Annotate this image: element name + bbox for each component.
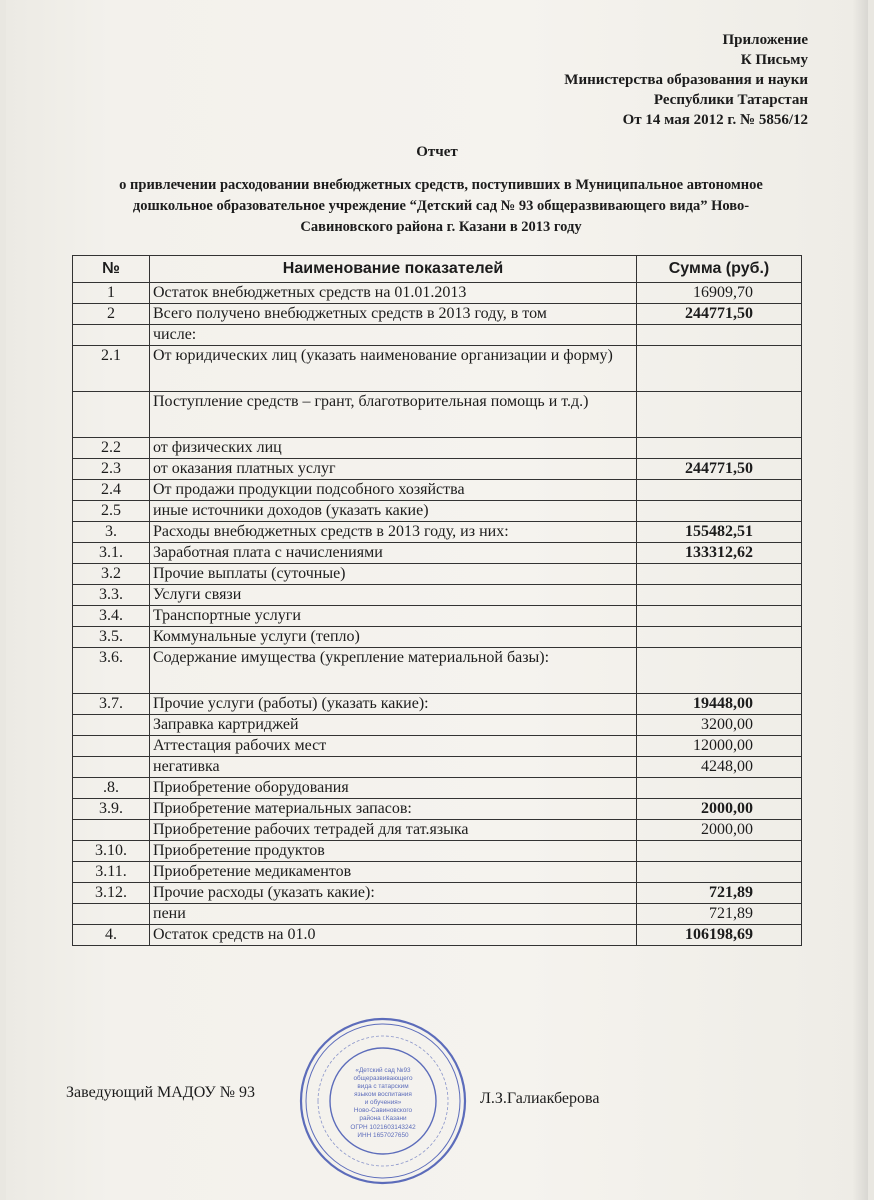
row-sum bbox=[637, 438, 802, 459]
footer-signatory: Л.З.Галиакберова bbox=[480, 1090, 600, 1107]
row-name: Аттестация рабочих мест bbox=[150, 736, 637, 757]
row-number: 2.4 bbox=[73, 480, 150, 501]
row-sum bbox=[637, 325, 802, 346]
row-number: 3. bbox=[73, 522, 150, 543]
table-row bbox=[73, 715, 802, 736]
document-subtitle: о привлечении расходовании внебюджетных средств, поступивших в Муниципальное автономное дошкольное образовательное учреждение “Детский сад № 93 общеразвивающего вида” Ново-Савиновского района г. Казани в 2013 году bbox=[119, 177, 763, 235]
row-name: От юридических лиц (указать наименование организации и форму) bbox=[150, 346, 637, 392]
table-row bbox=[73, 820, 802, 841]
column-header-sum: Сумма (руб.) bbox=[637, 256, 802, 283]
row-number: 3.9. bbox=[73, 799, 150, 820]
row-name: Остаток средств на 01.0 bbox=[150, 925, 637, 946]
table-row bbox=[73, 392, 802, 438]
row-number: 3.4. bbox=[73, 606, 150, 627]
header-line-4: Республики Татарстан bbox=[653, 92, 808, 108]
row-number: 2.1 bbox=[73, 346, 150, 392]
row-sum: 16909,70 bbox=[637, 283, 802, 304]
header-line-2: К Письму bbox=[740, 52, 808, 68]
row-number bbox=[73, 757, 150, 778]
table-row bbox=[73, 606, 802, 627]
row-sum: 106198,69 bbox=[637, 925, 802, 946]
table-row bbox=[73, 325, 802, 346]
table-row bbox=[73, 904, 802, 925]
row-name: Заправка картриджей bbox=[150, 715, 637, 736]
table-row bbox=[73, 799, 802, 820]
table-row bbox=[73, 883, 802, 904]
row-number: 2.3 bbox=[73, 459, 150, 480]
svg-text:и обучения»: и обучения» bbox=[364, 1099, 402, 1106]
row-sum: 155482,51 bbox=[637, 522, 802, 543]
svg-text:Ново-Савиновского: Ново-Савиновского bbox=[353, 1107, 413, 1114]
row-name: Приобретение оборудования bbox=[150, 778, 637, 799]
row-number: 3.5. bbox=[73, 627, 150, 648]
table-row bbox=[73, 648, 802, 694]
row-name: Расходы внебюджетных средств в 2013 году, из них: bbox=[150, 522, 637, 543]
row-sum bbox=[637, 606, 802, 627]
row-sum: 2000,00 bbox=[637, 820, 802, 841]
table-row bbox=[73, 522, 802, 543]
row-sum: 3200,00 bbox=[637, 715, 802, 736]
row-sum bbox=[637, 841, 802, 862]
row-number: 4. bbox=[73, 925, 150, 946]
svg-text:общеразвивающего: общеразвивающего bbox=[353, 1075, 413, 1082]
row-number: 3.10. bbox=[73, 841, 150, 862]
table-row bbox=[73, 501, 802, 522]
table-row bbox=[73, 304, 802, 325]
row-name: Остаток внебюджетных средств на 01.01.2013 bbox=[150, 283, 637, 304]
row-name: числе: bbox=[150, 325, 637, 346]
report-table bbox=[72, 255, 802, 946]
row-number: 3.7. bbox=[73, 694, 150, 715]
row-number: 3.12. bbox=[73, 883, 150, 904]
row-sum bbox=[637, 778, 802, 799]
table-row bbox=[73, 778, 802, 799]
table-row bbox=[73, 757, 802, 778]
row-name: иные источники доходов (указать какие) bbox=[150, 501, 637, 522]
row-sum bbox=[637, 564, 802, 585]
row-name: Приобретение медикаментов bbox=[150, 862, 637, 883]
row-name: Прочие выплаты (суточные) bbox=[150, 564, 637, 585]
row-sum: 244771,50 bbox=[637, 459, 802, 480]
row-sum bbox=[637, 862, 802, 883]
table-row bbox=[73, 438, 802, 459]
table-row bbox=[73, 862, 802, 883]
table-row bbox=[73, 459, 802, 480]
header-line-3: Министерства образования и науки bbox=[564, 72, 808, 88]
table-header-row bbox=[73, 256, 802, 283]
table-row bbox=[73, 627, 802, 648]
document-title: Отчет bbox=[416, 144, 458, 160]
row-name: от оказания платных услуг bbox=[150, 459, 637, 480]
table-row bbox=[73, 543, 802, 564]
row-sum: 721,89 bbox=[637, 904, 802, 925]
table-row bbox=[73, 585, 802, 606]
row-number: 2.2 bbox=[73, 438, 150, 459]
row-sum: 12000,00 bbox=[637, 736, 802, 757]
row-sum: 721,89 bbox=[637, 883, 802, 904]
table-row bbox=[73, 841, 802, 862]
table-row bbox=[73, 694, 802, 715]
row-sum bbox=[637, 392, 802, 438]
row-sum bbox=[637, 501, 802, 522]
row-name: от физических лиц bbox=[150, 438, 637, 459]
footer-position: Заведующий МАДОУ № 93 bbox=[66, 1084, 255, 1101]
row-name: От продажи продукции подсобного хозяйства bbox=[150, 480, 637, 501]
row-number bbox=[73, 904, 150, 925]
row-sum bbox=[637, 480, 802, 501]
row-name: Содержание имущества (укрепление материальной базы): bbox=[150, 648, 637, 694]
table-row bbox=[73, 346, 802, 392]
row-number bbox=[73, 736, 150, 757]
row-number bbox=[73, 392, 150, 438]
row-sum bbox=[637, 346, 802, 392]
row-sum bbox=[637, 627, 802, 648]
svg-text:района г.Казани: района г.Казани bbox=[359, 1115, 407, 1122]
table-body bbox=[73, 283, 802, 946]
row-name: Прочие расходы (указать какие): bbox=[150, 883, 637, 904]
row-name: Приобретение продуктов bbox=[150, 841, 637, 862]
table-row bbox=[73, 736, 802, 757]
svg-text:языком воспитания: языком воспитания bbox=[354, 1091, 412, 1098]
column-header-name: Наименование показателей bbox=[150, 256, 637, 283]
row-name: Поступление средств – грант, благотворительная помощь и т.д.) bbox=[150, 392, 637, 438]
row-name: Приобретение рабочих тетрадей для тат.языка bbox=[150, 820, 637, 841]
table-row bbox=[73, 283, 802, 304]
stamp-ogrn: ОГРН 1021603143242 bbox=[350, 1124, 416, 1131]
page-edge-shadow bbox=[852, 0, 868, 1200]
header-line-5: От 14 мая 2012 г. № 5856/12 bbox=[622, 112, 808, 128]
header-line-1: Приложение bbox=[722, 32, 808, 48]
table-row bbox=[73, 925, 802, 946]
row-number bbox=[73, 820, 150, 841]
row-name: Прочие услуги (работы) (указать какие): bbox=[150, 694, 637, 715]
row-sum: 19448,00 bbox=[637, 694, 802, 715]
row-number: 3.1. bbox=[73, 543, 150, 564]
row-number: 3.3. bbox=[73, 585, 150, 606]
row-sum: 244771,50 bbox=[637, 304, 802, 325]
stamp-inn: ИНН 1657027650 bbox=[357, 1132, 409, 1139]
row-number bbox=[73, 325, 150, 346]
row-sum bbox=[637, 585, 802, 606]
column-header-number: № bbox=[73, 256, 150, 283]
row-name: пени bbox=[150, 904, 637, 925]
row-sum: 2000,00 bbox=[637, 799, 802, 820]
organization-stamp bbox=[298, 1016, 468, 1186]
row-name: Коммунальные услуги (тепло) bbox=[150, 627, 637, 648]
row-name: Всего получено внебюджетных средств в 2013 году, в том bbox=[150, 304, 637, 325]
row-name: Услуги связи bbox=[150, 585, 637, 606]
row-number: 2.5 bbox=[73, 501, 150, 522]
document-header bbox=[564, 30, 808, 130]
svg-text:«Детский сад №93: «Детский сад №93 bbox=[355, 1067, 411, 1074]
row-number: 3.11. bbox=[73, 862, 150, 883]
row-number: 3.6. bbox=[73, 648, 150, 694]
svg-text:вида с татарским: вида с татарским bbox=[357, 1083, 409, 1090]
row-number: 2 bbox=[73, 304, 150, 325]
row-number bbox=[73, 715, 150, 736]
row-name: Транспортные услуги bbox=[150, 606, 637, 627]
row-name: негативка bbox=[150, 757, 637, 778]
row-number: 1 bbox=[73, 283, 150, 304]
row-name: Приобретение материальных запасов: bbox=[150, 799, 637, 820]
row-number: .8. bbox=[73, 778, 150, 799]
row-sum: 4248,00 bbox=[637, 757, 802, 778]
table-row bbox=[73, 480, 802, 501]
row-number: 3.2 bbox=[73, 564, 150, 585]
row-sum bbox=[637, 648, 802, 694]
row-sum: 133312,62 bbox=[637, 543, 802, 564]
table-row bbox=[73, 564, 802, 585]
row-name: Заработная плата с начислениями bbox=[150, 543, 637, 564]
